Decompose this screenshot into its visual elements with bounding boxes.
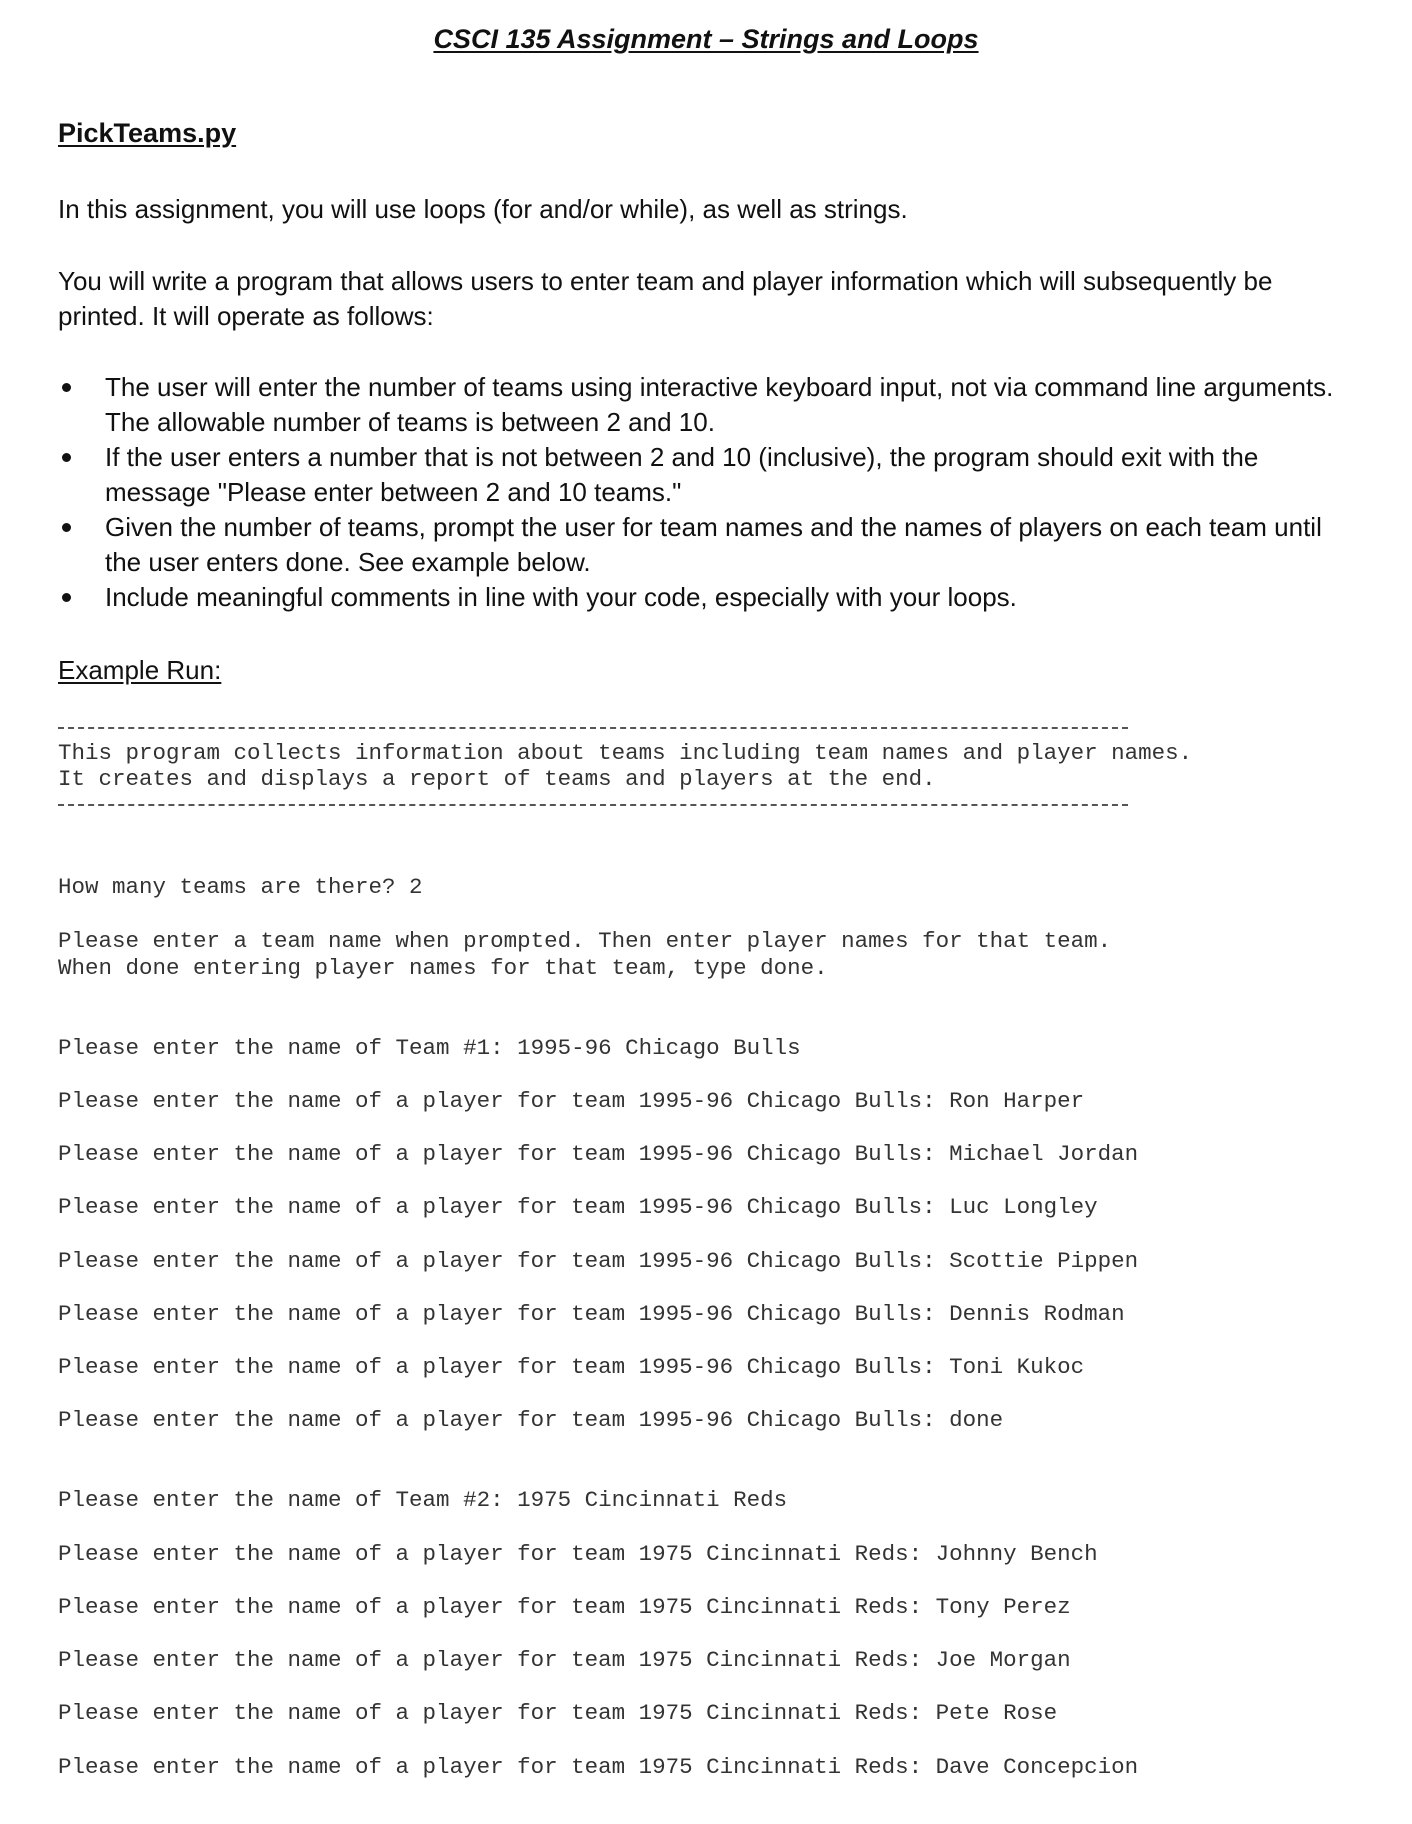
banner-line: It creates and displays a report of teams and players at the end. [58,766,936,792]
list-item-text: Include meaningful comments in line with your code, especially with your loops. [105,582,1017,612]
list-item-text: If the user enters a number that is not between 2 and 10 (inclusive), the program should exit with the message "Please enter between 2 and 10 teams." [105,442,1259,507]
player-prompt: Please enter the name of a player for team 1995-96 Chicago Bulls: Scottie Pippen [58,1248,1139,1274]
requirements-list [58,370,1358,615]
player-prompt: Please enter the name of a player for team 1995-96 Chicago Bulls: Toni Kukoc [58,1354,1085,1380]
player-prompt: Please enter the name of a player for team 1995-96 Chicago Bulls: Dennis Rodman [58,1301,1125,1327]
document-title: CSCI 135 Assignment – Strings and Loops [433,24,979,54]
list-item [58,370,1358,440]
player-prompt: Please enter the name of a player for team 1995-96 Chicago Bulls: Luc Longley [58,1194,1098,1220]
dashed-divider [58,804,1128,806]
player-prompt: Please enter the name of a player for team 1995-96 Chicago Bulls: Michael Jordan [58,1141,1139,1167]
instructions-line: When done entering player names for that team, type done. [58,955,828,981]
player-prompt: Please enter the name of a player for team 1995-96 Chicago Bulls: Ron Harper [58,1088,1085,1114]
player-prompt: Please enter the name of a player for team 1975 Cincinnati Reds: Johnny Bench [58,1541,1098,1567]
list-item [58,440,1358,510]
team-count-prompt: How many teams are there? 2 [58,874,423,900]
list-item-text: Given the number of teams, prompt the user for team names and the names of players on each team until the user enters done. See example below. [105,512,1322,577]
intro-paragraph: In this assignment, you will use loops (for and/or while), as well as strings. [58,194,908,224]
team-name-prompt: Please enter the name of Team #1: 1995-96 Chicago Bulls [58,1035,801,1061]
player-prompt: Please enter the name of a player for team 1975 Cincinnati Reds: Dave Concepcion [58,1754,1139,1780]
description-paragraph: You will write a program that allows users to enter team and player information which will subsequently be printed. It will operate as follows: [58,266,1273,331]
filename-heading: PickTeams.py [58,118,237,148]
player-prompt: Please enter the name of a player for team 1975 Cincinnati Reds: Pete Rose [58,1700,1058,1726]
list-item [58,510,1358,580]
player-prompt: Please enter the name of a player for team 1975 Cincinnati Reds: Joe Morgan [58,1647,1071,1673]
bullet-icon [62,523,71,532]
player-prompt: Please enter the name of a player for team 1995-96 Chicago Bulls: done [58,1407,1004,1433]
bullet-icon [62,453,71,462]
team-name-prompt: Please enter the name of Team #2: 1975 Cincinnati Reds [58,1487,788,1513]
dashed-divider [58,727,1128,729]
bullet-icon [62,383,71,392]
player-prompt: Please enter the name of a player for team 1975 Cincinnati Reds: Tony Perez [58,1594,1071,1620]
list-item-text: The user will enter the number of teams using interactive keyboard input, not via command line arguments. The allowable number of teams is between 2 and 10. [105,372,1334,437]
list-item [58,580,1358,615]
example-run-heading: Example Run: [58,655,222,685]
bullet-icon [62,593,71,602]
banner-line: This program collects information about teams including team names and player names. [58,740,1193,766]
instructions-line: Please enter a team name when prompted. Then enter player names for that team. [58,928,1112,954]
